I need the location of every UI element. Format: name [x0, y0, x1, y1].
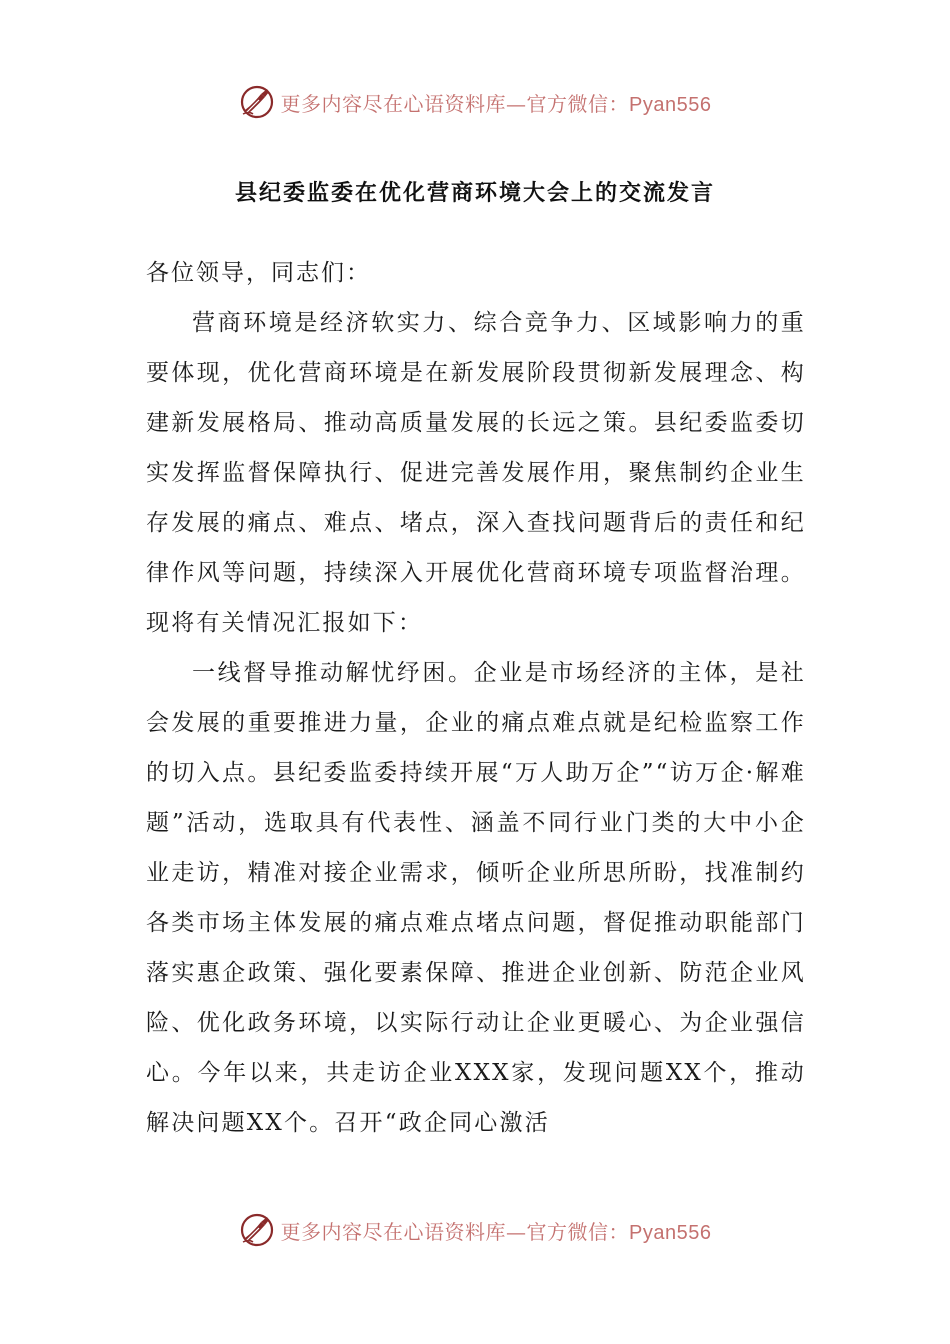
paragraph-intro: 营商环境是经济软实力、综合竞争力、区域影响力的重要体现，优化营商环境是在新发展阶段贯彻新发展理念、构建新发展格局、推动高质量发展的长远之策。县纪委监委切实发挥监督保障执行、促进完善发展作用，聚焦制约企业生存发展的痛点、难点、堵点，深入查找问题背后的责任和纪律作风等问题，持续深入开展优化营商环境专项监督治理。现将有关情况汇报如下：	[146, 310, 806, 636]
greeting: 各位领导，同志们：	[146, 260, 371, 286]
document-body	[146, 248, 806, 1148]
footer-banner	[0, 1208, 950, 1252]
header-banner	[0, 80, 950, 124]
pen-nib-logo-icon	[239, 1212, 275, 1248]
header-banner-text: 更多内容尽在心语资料库—官方微信：Pyan556	[280, 91, 712, 116]
pen-nib-logo-icon	[239, 84, 275, 120]
document-title: 县纪委监委在优化营商环境大会上的交流发言	[234, 181, 715, 206]
footer-banner-text: 更多内容尽在心语资料库—官方微信：Pyan556	[280, 1219, 712, 1244]
paragraph-frontline-supervision: 一线督导推动解忧纾困。企业是市场经济的主体，是社会发展的重要推进力量，企业的痛点难点就是纪检监察工作的切入点。县纪委监委持续开展“万人助万企”“访万企·解难题”活动，选取具有代表性、涵盖不同行业门类的大中小企业走访，精准对接企业需求，倾听企业所思所盼，找准制约各类市场主体发展的痛点难点堵点问题，督促推动职能部门落实惠企政策、强化要素保障、推进企业创新、防范企业风险、优化政务环境，以实际行动让企业更暖心、为企业强信心。今年以来，共走访企业XXX家，发现问题XX个，推动解决问题XX个。召开“政企同心激活	[146, 660, 806, 1136]
